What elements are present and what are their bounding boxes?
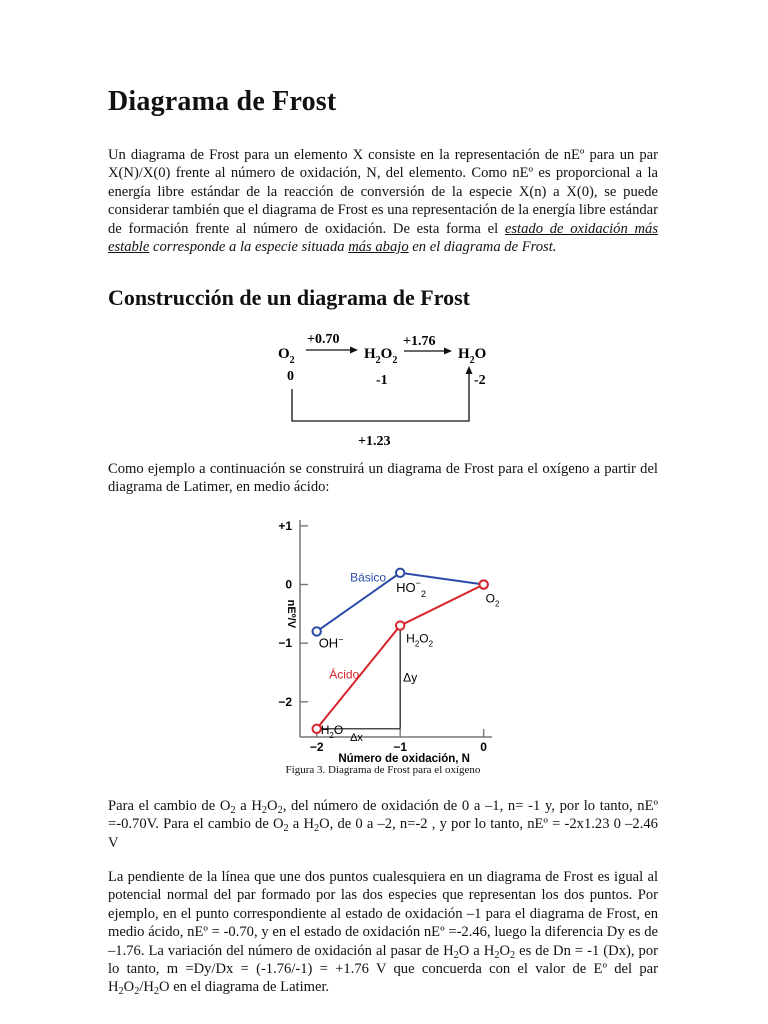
data-point: [312, 627, 320, 635]
data-point: [479, 580, 487, 588]
point-label-oh: OH−: [318, 634, 344, 651]
data-point: [396, 569, 404, 577]
point-label-h2o2: $H_2O_2$: [406, 631, 434, 649]
frost-y-tick-label: +1: [278, 518, 292, 533]
series-label-acido: Ácido: [329, 667, 360, 682]
latimer-intro-paragraph: Como ejemplo a continuación se construirá un diagrama de Frost para el oxígeno a partir del diagrama de Latimer, en medio ácido:: [108, 461, 658, 496]
frost-y-tick-label: 0: [285, 577, 292, 592]
series-label-basico: Básico: [350, 570, 387, 585]
annotation-delta-x: Δx: [350, 731, 363, 744]
point-label-ho2: $HO^-_2$: [396, 577, 426, 599]
frost-x-tick-label: −2: [309, 740, 324, 754]
point-label-o2: $O_2$: [485, 591, 500, 609]
latimer-species-o2: $O_2$: [278, 346, 295, 366]
figure-caption: Figura 3. Diagrama de Frost para el oxígeno: [285, 764, 481, 776]
frost-x-tick-label: −1: [393, 740, 408, 754]
annotation-delta-y: Δy: [403, 670, 418, 685]
intro-underlined-stable: estado de oxidación más estable: [108, 220, 658, 256]
frost-x-tick-label: 0: [480, 740, 487, 754]
frost-y-tick-label: −1: [278, 636, 292, 651]
latimer-ox-2: -2: [474, 373, 486, 388]
latimer-ox-1: -1: [376, 373, 388, 388]
calculation-paragraph: Para el cambio de $O_2$ a $H_2O_2$, del número de oxidación de 0 a –1, n= -1 y, por lo tanto, nEº =-0.70V. Para el cambio de $O_2$ a $H_2O$, de 0 a –2, n=-2 , y por lo tanto, nEº = -2x1.23 0 –2.46 V: [108, 798, 659, 851]
point-label-h2o: $H_2O$: [320, 722, 344, 740]
slope-paragraph: La pendiente de la línea que une dos puntos cualesquiera en un diagrama de Frost es igual al potencial normal del par formado por las dos especies que representan los dos puntos. Por ejemplo, en el punto correspondiente al estado de oxidación –1 para el diagrama de Frost, en medio ácido, nEº = -0.70, y en el estado de oxidación nEº =-2.46, luego la diferencia Dy es de –1.76. La variación del número de oxidación al pasar de $H_2O$ a $H_2O_2$ es de Dn = -1 (Dx), por lo tanto, m =Dy/Dx = (-1.76/-1) = +1.76 V que concuerda con el valor de Eº del par $H_2O_2/H_2O$ en el diagrama de Latimer.: [108, 869, 658, 998]
page-title: Diagrama de Frost: [108, 86, 337, 117]
intro-underlined-lowest: más abajo: [348, 239, 409, 256]
latimer-species-h2o: $H_2O$: [458, 346, 487, 366]
intro-text: Un diagrama de Frost para un elemento X consiste en la representación de nEº para un par X(N)/X(0) frente al número de oxidación, N, del elemento. Como nEº es proporcional a la energía libre estándar de la reacción de conversión de la especie X(n) a X(0), se puede considerar también que el diagrama de Frost es una representación de la energía libre estándar de formación frente al número de oxidación. De esta forma el: [108, 147, 658, 237]
data-point: [312, 725, 320, 733]
latimer-potential-2: +1.76: [403, 334, 436, 349]
frost-ticks: [278, 519, 487, 754]
latimer-species-h2o2: $H_2O_2$: [364, 346, 398, 366]
frost-x-axis-label: Número de oxidación, N: [338, 753, 470, 765]
data-point: [396, 621, 404, 629]
intro-italic-end: en el diagrama de Frost.: [408, 239, 557, 256]
frost-y-tick-label: −2: [278, 694, 292, 709]
frost-y-axis-label: nEº/V: [285, 599, 297, 629]
section-title: Construcción de un diagrama de Frost: [108, 285, 470, 310]
intro-italic-text: corresponde a la especie situada: [149, 239, 349, 256]
latimer-ox-0: 0: [287, 369, 294, 384]
latimer-potential-1: +0.70: [307, 332, 340, 347]
latimer-potential-total: +1.23: [358, 434, 391, 449]
